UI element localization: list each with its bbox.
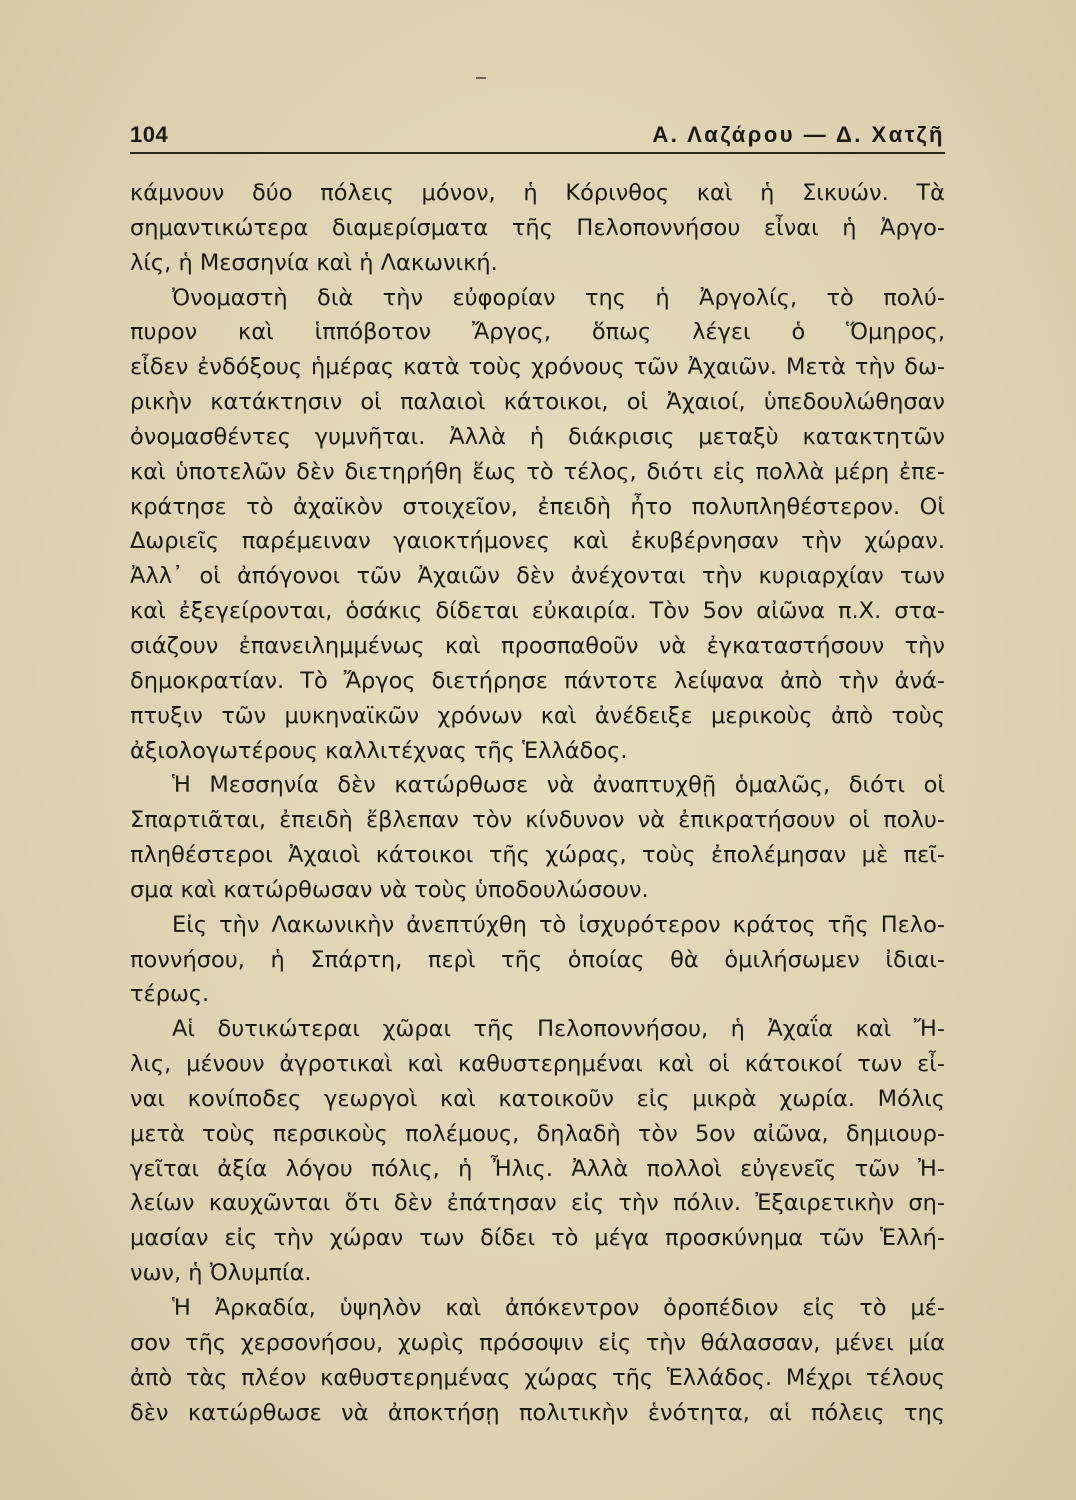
text-line: δὲν κατώρθωσε νὰ ἀποκτήσῃ πολιτικὴν ἑνότητα, αἱ πόλεις της — [130, 1399, 945, 1426]
text-line: σημαντικώτερα διαμερίσματα τῆς Πελοποννήσου εἶναι ἡ Ἀργο- — [130, 214, 945, 241]
text-line: Εἰς τὴν Λακωνικὴν ἀνεπτύχθη τὸ ἰσχυρότερον κράτος τῆς Πελο- — [172, 911, 945, 938]
text-line: καὶ ὑποτελῶν δὲν διετηρήθη ἕως τὸ τέλος, διότι εἰς πολλὰ μέρη ἐπε- — [130, 458, 945, 485]
header-rule — [130, 152, 945, 154]
text-line: λείων καυχῶνται ὅτι δὲν ἐπάτησαν εἰς τὴν πόλιν. Ἐξαιρετικὴν ση- — [130, 1190, 945, 1217]
text-line: Ἡ Ἀρκαδία, ὑψηλὸν καὶ ἀπόκεντρον ὀροπέδιον εἰς τὸ μέ- — [172, 1295, 945, 1321]
text-line: Ὀνομαστὴ διὰ τὴν εὐφορίαν της ἡ Ἀργολίς, τὸ πολύ- — [172, 284, 945, 311]
text-line: πτυξιν τῶν μυκηναϊκῶν χρόνων καὶ ἀνέδειξε μερικοὺς ἀπὸ τοὺς — [130, 702, 945, 729]
running-head-authors: Α. Λαζάρου — Δ. Χατζῆ — [652, 122, 945, 147]
text-line: Ἀλλ᾽ οἱ ἀπόγονοι τῶν Ἀχαιῶν δὲν ἀνέχονται τὴν κυριαρχίαν των — [130, 563, 945, 590]
text-line: κάμνουν δύο πόλεις μόνον, ἡ Κόρινθος καὶ ἡ Σικυών. Τὰ — [130, 180, 945, 206]
printer-mark — [476, 77, 486, 79]
text-line: λίς, ἡ Μεσσηνία καὶ ἡ Λακωνική. — [130, 249, 498, 276]
text-line: λις, μένουν ἀγροτικαὶ καὶ καθυστερημέναι καὶ οἱ κάτοικοί των εἶ- — [130, 1051, 945, 1078]
text-line: ἀπὸ τὰς πλέον καθυστερημένας χώρας τῆς Ἑλλάδος. Μέχρι τέλους — [130, 1364, 945, 1391]
text-line: σιάζουν ἐπανειλημμένως καὶ προσπαθοῦν νὰ ἐγκαταστήσουν τὴν — [130, 632, 945, 659]
text-line: ρικὴν κατάκτησιν οἱ παλαιοὶ κάτοικοι, οἱ Ἀχαιοί, ὑπεδουλώθησαν — [130, 389, 945, 416]
text-line: κράτησε τὸ ἀχαϊκὸν στοιχεῖον, ἐπειδὴ ἦτο πολυπληθέστερον. Οἱ — [130, 493, 945, 520]
text-line: Δωριεῖς παρέμειναν γαιοκτήμονες καὶ ἐκυβέρνησαν τὴν χώραν. — [130, 528, 945, 555]
text-line: ὀνομασθέντες γυμνῆται. Ἀλλὰ ἡ διάκρισις μεταξὺ κατακτητῶν — [130, 423, 945, 450]
body-text — [130, 176, 945, 1430]
text-line: Ἡ Μεσσηνία δὲν κατώρθωσε νὰ ἀναπτυχθῇ ὁμαλῶς, διότι οἱ — [172, 772, 945, 799]
text-line: πληθέστεροι Ἀχαιοὶ κάτοικοι τῆς χώρας, τοὺς ἐπολέμησαν μὲ πεῖ- — [130, 842, 945, 869]
text-line: σμα καὶ κατώρθωσαν νὰ τοὺς ὑποδουλώσουν. — [130, 876, 649, 903]
text-line: μετὰ τοὺς περσικοὺς πολέμους, δηλαδὴ τὸν 5ον αἰῶνα, δημιουρ- — [130, 1120, 945, 1147]
text-line: γεῖται ἀξία λόγου πόλις, ἡ Ἦλις. Ἀλλὰ πολλοὶ εὐγενεῖς τῶν Ἠ- — [130, 1155, 945, 1182]
text-line: τέρως. — [130, 981, 210, 1008]
page-number: 104 — [130, 122, 169, 147]
page-header — [130, 122, 945, 156]
text-line: πυρον καὶ ἱππόβοτον Ἄργος, ὅπως λέγει ὁ Ὅμηρος, — [130, 319, 945, 346]
text-line: ναι κονίποδες γεωργοὶ καὶ κατοικοῦν εἰς μικρὰ χωρία. Μόλις — [130, 1085, 945, 1112]
text-line: νων, ἡ Ὀλυμπία. — [130, 1260, 312, 1287]
text-line: Αἱ δυτικώτεραι χῶραι τῆς Πελοποννήσου, ἡ Ἀχαΐα καὶ Ἤ- — [172, 1016, 945, 1043]
text-line: εἶδεν ἐνδόξους ἡμέρας κατὰ τοὺς χρόνους τῶν Ἀχαιῶν. Μετὰ τὴν δω- — [130, 354, 945, 381]
text-line: δημοκρατίαν. Τὸ Ἄργος διετήρησε πάντοτε λείψανα ἀπὸ τὴν ἀνά- — [130, 667, 945, 694]
text-line: μασίαν εἰς τὴν χώραν των δίδει τὸ μέγα προσκύνημα τῶν Ἑλλή- — [130, 1225, 945, 1252]
text-line: Σπαρτιᾶται, ἐπειδὴ ἔβλεπαν τὸν κίνδυνον νὰ ἐπικρατήσουν οἱ πολυ- — [130, 807, 945, 834]
text-line: σον τῆς χερσονήσου, χωρὶς πρόσοψιν εἰς τὴν θάλασσαν, μένει μία — [130, 1329, 945, 1356]
text-line: καὶ ἐξεγείρονται, ὁσάκις δίδεται εὐκαιρία. Τὸν 5ον αἰῶνα π.Χ. στα- — [130, 598, 945, 625]
text-line: ἀξιολογωτέρους καλλιτέχνας τῆς Ἑλλάδος. — [130, 737, 628, 764]
text-line: ποννήσου, ἡ Σπάρτη, περὶ τῆς ὁποίας θὰ ὁμιλήσωμεν ἰδιαι- — [130, 946, 945, 973]
